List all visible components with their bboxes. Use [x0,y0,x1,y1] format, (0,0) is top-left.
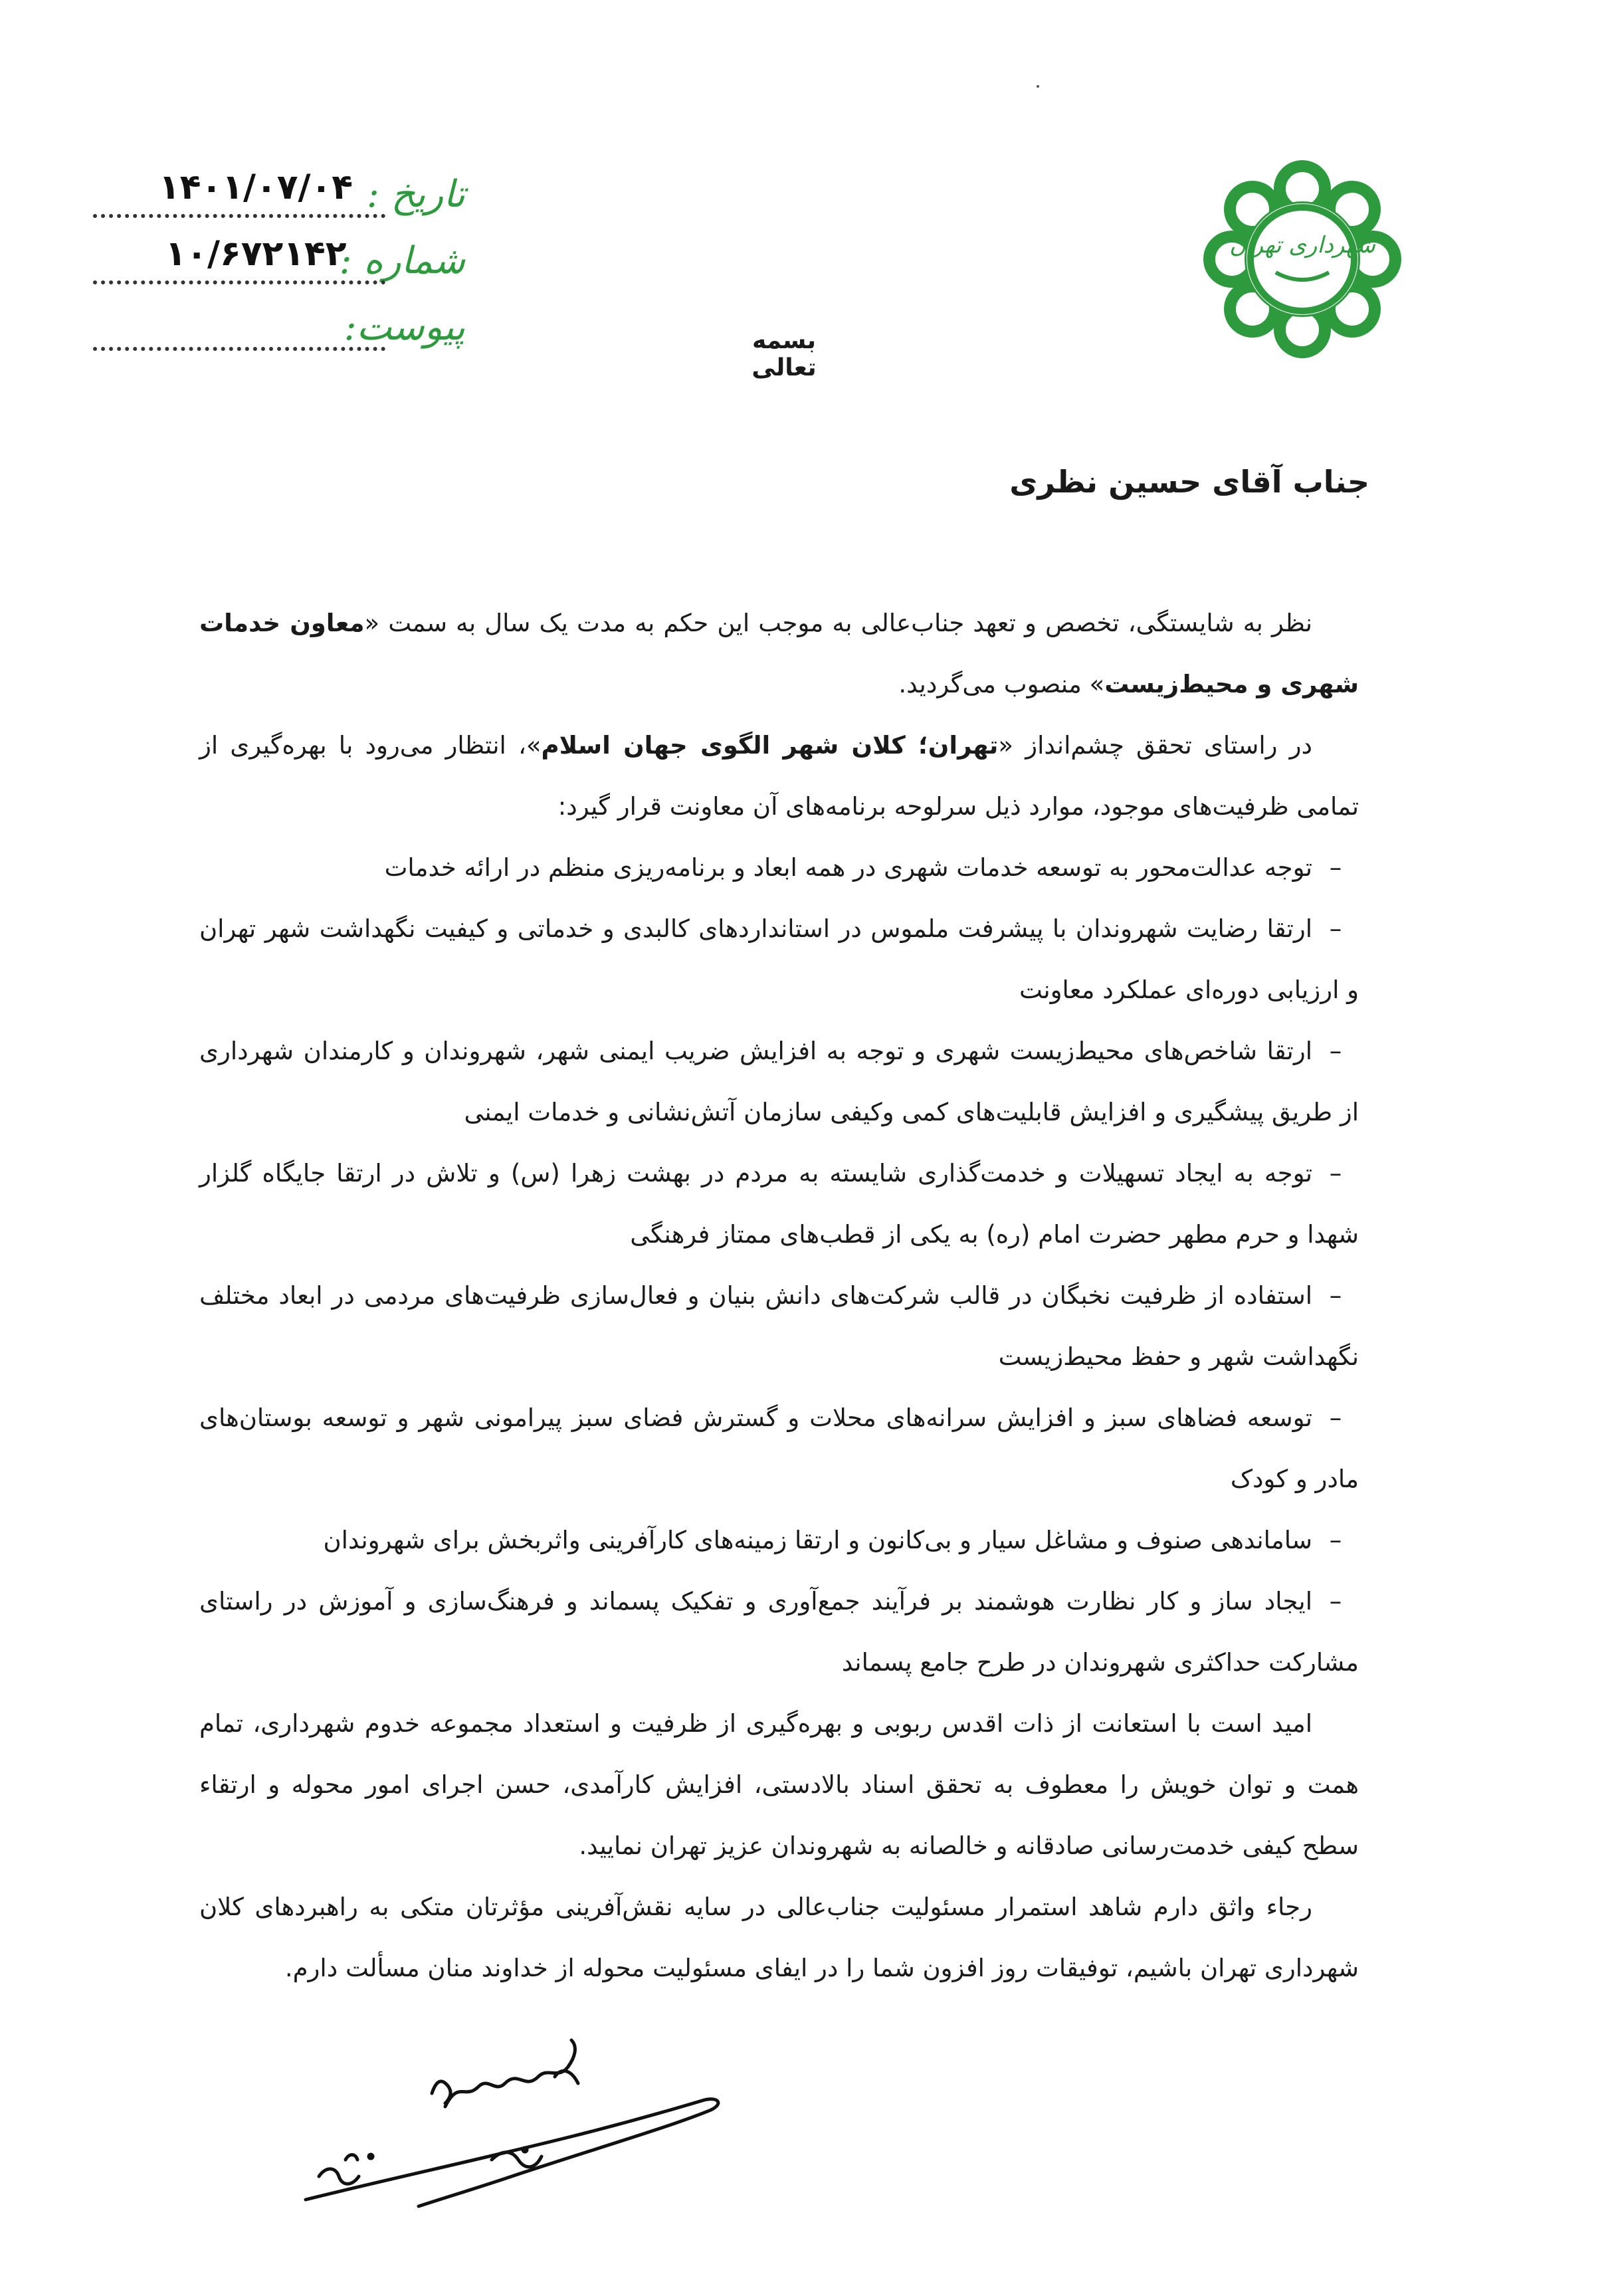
paragraph-text: در راستای تحقق چشم‌انداز « [998,731,1312,760]
list-item [199,898,1359,1021]
list-item [199,1571,1359,1693]
list-item [199,1021,1359,1143]
dash-bullet: – [1329,1281,1342,1310]
dash-bullet: – [1329,914,1342,943]
vision-title: تهران؛ کلان شهر الگوی جهان اسلام [541,731,999,760]
list-item [199,1265,1359,1388]
paragraph-hope: امید است با استعانت از ذات اقدس ربوبی و بهره‌گیری از ظرفیت و استعداد مجموعه خدوم شهرداری، تمام همت و توان خویش را معطوف به تحقق اسناد بالادستی، افزایش کارآمدی، حسن اجرای امور محوله و ارتقاء سطح کیفی خدمت‌رسانی صادقانه و خالصانه به شهروندان عزیز تهران نمایید. [199,1709,1359,1860]
list-item-text: ارتقا رضایت شهروندان با پیشرفت ملموس در استانداردهای کالبدی و خدماتی و کیفیت نگهداشت شهر تهران و ارزیابی دوره‌ای عملکرد معاونت [199,914,1359,1004]
paragraph-appointment [199,593,1359,715]
attachment-label: پیوست: [344,306,465,349]
tehran-municipality-logo [1203,159,1402,359]
list-item-text: ایجاد ساز و کار نظارت هوشمند بر فرآیند جمع‌آوری و تفکیک پسماند و فرهنگ‌سازی و آموزش در راستای مشارکت حداکثری شهروندان در طرح جامع پسماند [199,1587,1359,1677]
position-title: معاون خدمات شهری و محیط‌زیست [199,609,1359,698]
paragraph-vision [199,715,1359,837]
dash-bullet: – [1329,1587,1342,1616]
list-item [199,1143,1359,1265]
list-item-text: توسعه فضاهای سبز و افزایش سرانه‌های محلات و گسترش فضای سبز پیرامونی شهر و توسعه بوستان‌های مادر و کودک [199,1404,1359,1493]
date-row [93,166,465,233]
paragraph-text: نظر به شایستگی، تخصص و تعهد جناب‌عالی به موجب این حکم به مدت یک سال به سمت « [364,609,1313,637]
number-value: ۱۰/۶۷۲۱۴۲ [165,234,347,274]
attachment-dotted-line [93,347,385,351]
list-item [199,837,1359,898]
scan-speck [1037,85,1039,88]
signature [292,2020,797,2240]
list-item-text: استفاده از ظرفیت نخبگان در قالب شرکت‌های دانش بنیان و فعال‌سازی ظرفیت‌های مردمی در ابعاد مختلف نگهداشت شهر و حفظ محیط‌زیست [199,1281,1359,1371]
recipient-title: جناب آقای حسین نظری [1009,464,1369,500]
list-item [199,1388,1359,1510]
list-item-text: ساماندهی صنوف و مشاغل سیار و بی‌کانون و ارتقا زمینه‌های کارآفرینی واثربخش برای شهروندان [323,1526,1312,1554]
date-label: تاریخ : [366,173,465,216]
list-item [199,1510,1359,1571]
letter-meta [93,166,465,365]
number-dotted-line [93,280,385,284]
list-item-text: توجه عدالت‌محور به توسعه خدمات شهری در همه ابعاد و برنامه‌ریزی منظم در ارائه خدمات [384,853,1312,882]
dash-bullet: – [1329,1159,1342,1188]
handwritten-signature-icon [292,2020,797,2240]
list-item-text: توجه به ایجاد تسهیلات و خدمت‌گذاری شایسته به مردم در بهشت زهرا (س) و تلاش در ارتقا جایگاه گلزار شهدا و حرم مطهر حضرت امام (ره) به یکی از قطب‌های ممتاز فرهنگی [199,1159,1359,1249]
dash-bullet: – [1329,853,1342,882]
logo-emblem-icon [1203,159,1402,359]
date-value: ۱۴۰۱/۰۷/۰۴ [159,167,353,207]
paragraph-text: » منصوب می‌گردید. [898,670,1105,698]
dash-bullet: – [1329,1526,1342,1554]
paragraph-text: »، انتظار می‌رود با بهره‌گیری از تمامی ظرفیت‌های موجود، موارد ذیل سرلوحه برنامه‌های آن معاونت قرار گیرد: [199,731,1359,821]
basmala: بسمه تعالی [751,327,817,381]
number-label: شماره : [339,239,465,282]
attachment-row [93,299,465,365]
number-row [93,233,465,299]
letter-body [199,593,1359,1999]
dash-bullet: – [1329,1404,1342,1432]
list-item-text: ارتقا شاخص‌های محیط‌زیست شهری و توجه به افزایش ضریب ایمنی شهر، شهروندان و کارمندان شهرداری از طریق پیشگیری و افزایش قابلیت‌های کمی وکیفی سازمان آتش‌نشانی و خدمات ایمنی [199,1037,1359,1126]
dash-bullet: – [1329,1037,1342,1065]
date-dotted-line [93,214,385,218]
paragraph-closing: رجاء واثق دارم شاهد استمرار مسئولیت جناب‌عالی در سایه نقش‌آفرینی مؤثرتان متکی به راهبردهای کلان شهرداری تهران باشیم، توفیقات روز افزون شما را در ایفای مسئولیت محوله از خداوند منان مسألت دارم. [199,1893,1359,1982]
logo-text: شهرداری تهران [1229,232,1375,259]
